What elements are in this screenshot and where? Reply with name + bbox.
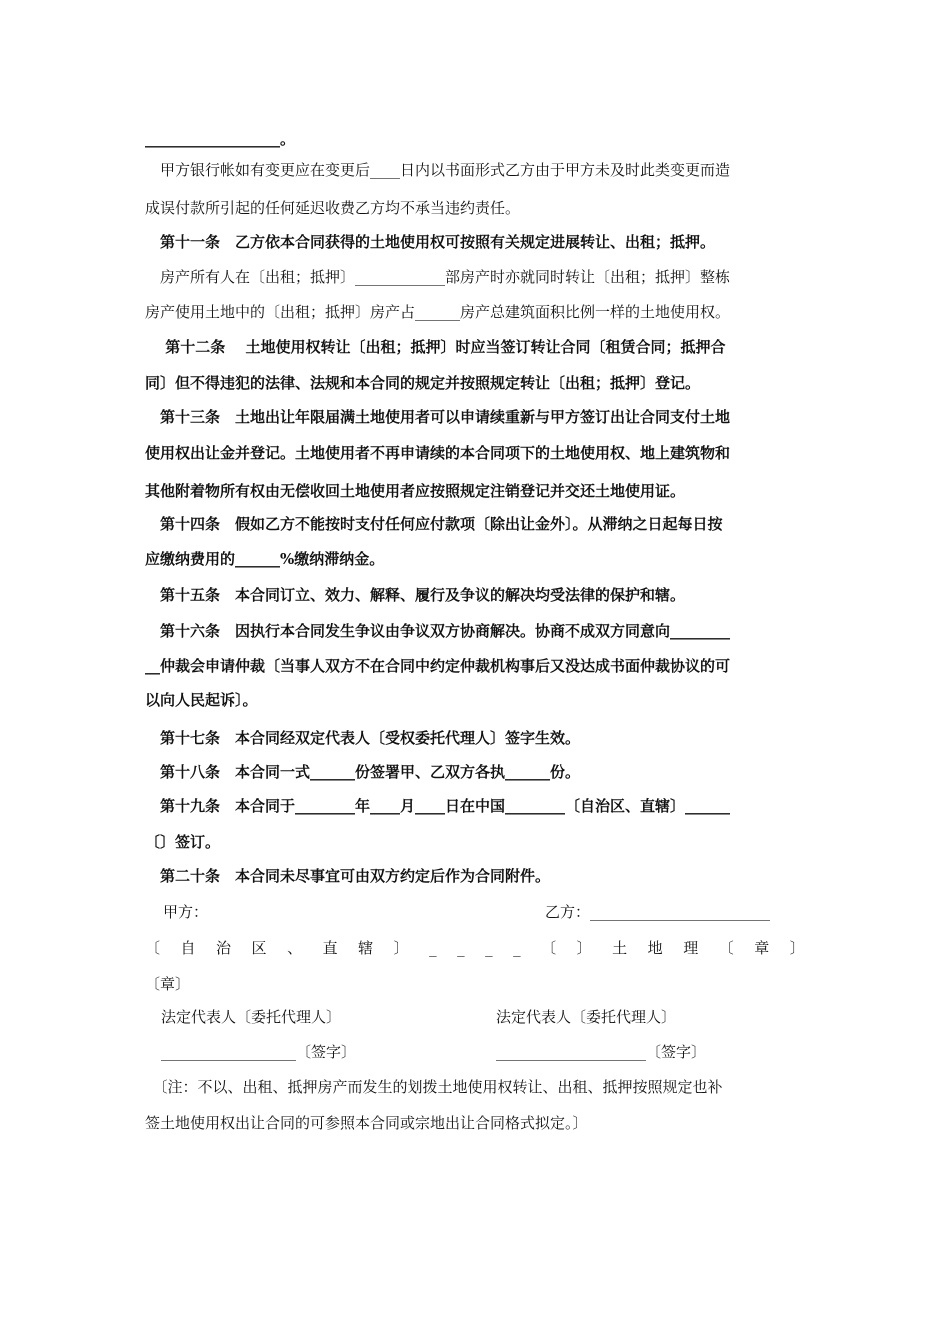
sign-a-line: __________________〔签字〕 (161, 1043, 357, 1061)
article-13-cont: 使用权出让金并登记。土地使用者不再申请续的本合同项下的土地使用权、地上建筑物和 (145, 444, 731, 462)
paragraph-line: 房产使用土地中的〔出租；抵押〕房产占______房产总建筑面积比例一样的土地使用权。 (145, 303, 731, 321)
paragraph-line: 房产所有人在〔出租；抵押〕____________部房产时亦就同时转让〔出租；抵押〕整栋 (145, 268, 731, 286)
party-a-label: 甲方： (163, 903, 209, 921)
note-line: 签土地使用权出让合同的可参照本合同或宗地出让合同格式拟定。〕 (145, 1114, 588, 1132)
paragraph-line: 成误付款所引起的任何延迟收费乙方均不承当违约责任。 (145, 199, 521, 217)
article-12: 第十二条 土地使用权转让〔出租；抵押〕时应当签订转让合同〔租赁合同；抵押合 (145, 338, 726, 356)
note-line: 〔注：不以、出租、抵押房产而发生的划拨土地使用权转让、出租、抵押按照规定也补 (145, 1078, 723, 1096)
article-17: 第十七条 本合同经双定代表人〔受权委托代理人〕签字生效。 (145, 729, 581, 747)
party-b-label: 乙方：________________________ (545, 903, 771, 921)
region-line: 〔 自 治 区 、 直 辖 〕 _ _ _ _ 〔 〕 土 地 理 〔 章 〕 (145, 939, 805, 957)
seal-label: 〔章〕 (145, 975, 191, 993)
article-15: 第十五条 本合同订立、效力、解释、履行及争议的解决均受法律的保护和辖。 (145, 586, 686, 604)
paragraph-line: 甲方银行帐如有变更应在变更后____日内以书面形式乙方由于甲方未及时此类变更而造 (145, 161, 731, 179)
article-16: 第十六条 因执行本合同发生争议由争议双方协商解决。协商不成双方同意向________ (145, 622, 731, 640)
article-13-cont: 其他附着物所有权由无偿收回土地使用者应按照规定注销登记并交还土地使用证。 (145, 482, 686, 500)
article-18: 第十八条 本合同一式______份签署甲、乙双方各执______份。 (145, 763, 581, 781)
account-blank-line: __________________。 (145, 130, 296, 148)
article-19-cont: 〔〕签订。 (145, 833, 221, 851)
sign-b-line: ____________________〔签字〕 (496, 1043, 707, 1061)
rep-a-label: 法定代表人〔委托代理人〕 (161, 1008, 342, 1026)
article-16-cont: 以向人民起诉〕。 (145, 691, 258, 709)
article-19: 第十九条 本合同于________年____月____日在中国________〔自治区、直辖〕______ (145, 797, 731, 815)
article-13: 第十三条 土地出让年限届满土地使用者可以申请续重新与甲方签订出让合同支付土地 (145, 408, 731, 426)
rep-b-label: 法定代表人〔委托代理人〕 (496, 1008, 677, 1026)
article-14-cont: 应缴纳费用的______%缴纳滞纳金。 (145, 550, 385, 568)
article-11-title: 第十一条 乙方依本合同获得的土地使用权可按照有关规定进展转让、出租；抵押。 (145, 233, 716, 251)
article-12-cont: 同〕但不得违犯的法律、法规和本合同的规定并按照规定转让〔出租；抵押〕登记。 (145, 374, 701, 392)
article-20: 第二十条 本合同未尽事宜可由双方约定后作为合同附件。 (145, 867, 551, 885)
article-16-cont: __仲裁会申请仲裁〔当事人双方不在合同中约定仲裁机构事后又没达成书面仲裁协议的可 (145, 657, 731, 675)
article-14: 第十四条 假如乙方不能按时支付任何应付款项〔除出让金外〕。从滞纳之日起每日按 (145, 515, 723, 533)
